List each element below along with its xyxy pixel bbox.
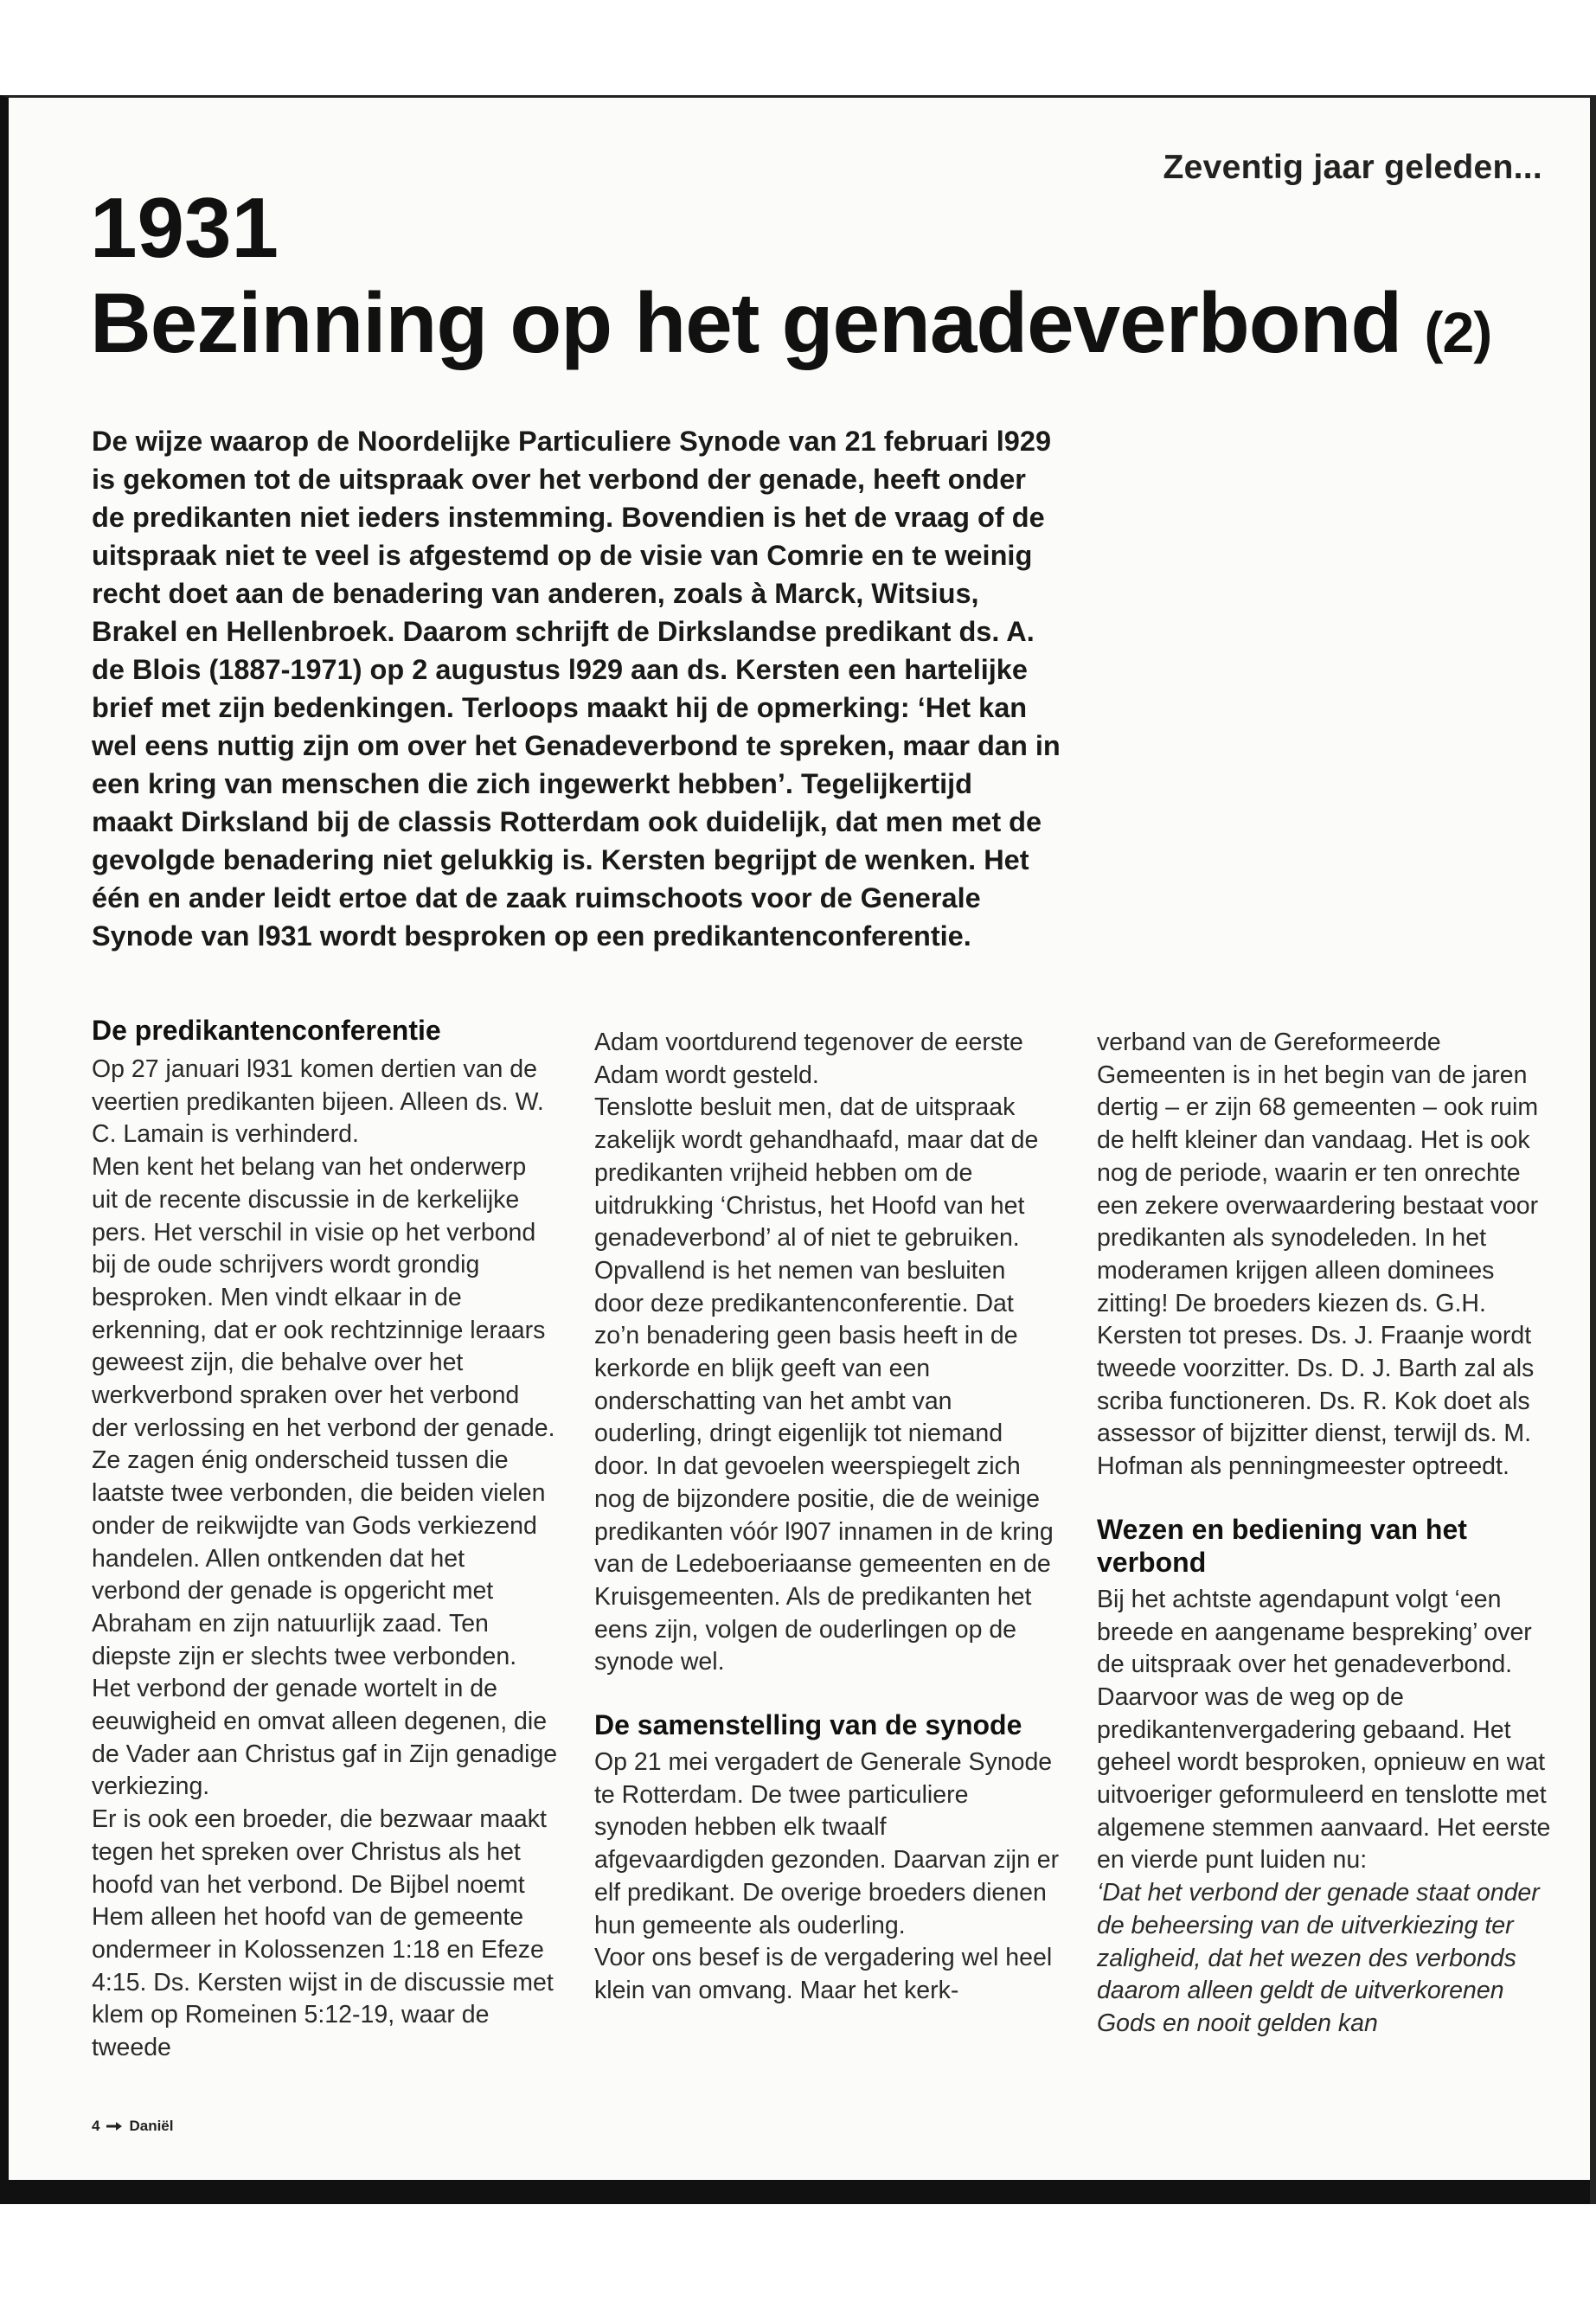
arrow-right-icon <box>105 2121 124 2131</box>
heading-wezen-en-bediening: Wezen en bediening van het verbond <box>1097 1513 1467 1578</box>
section-kicker: Zeventig jaar geleden... <box>1163 149 1542 186</box>
paragraph: verband van de Gereformeerde Gemeenten is in het begin van de jaren dertig – er zijn 68 gemeenten – ook ruim de helft kleiner dan vandaag. Het is ook nog de periode, waarin er ten onrechte een zekere overwaardering bestaat voor predikanten als synodeleden. In het moderamen krijgen alleen dominees zitting! De broeders kiezen ds. G.H. Kersten tot preses. Ds. J. Fraanje wordt tweede voorzitter. Ds. D. J. Barth zal als scriba functioneren. Ds. R. Kok doet als assessor of bijzitter dienst, terwijl ds. M. Hofman als penningmeester optreedt. <box>1097 1029 1539 1481</box>
page-edge <box>1590 95 1596 2204</box>
paragraph: Er is ook een broeder, die bezwaar maakt tegen het spreken over Christus als het hoofd van het verbond. De Bijbel noemt Hem alleen het hoofd van de gemeente ondermeer in Kolossenzen 1:18 en Efeze 4:15. Ds. Kersten wijst in de discussie met klem op Romeinen 5:12-19, waar de tweede <box>92 1805 554 2062</box>
paragraph: Men kent het belang van het onderwerp uit de recente discussie in de kerkelijke pers. Het verschil in visie op het verbond bij de oude schrijvers wordt grondig besproken. Men vindt elkaar in de erkenning, dat er ook rechtzinnige leraars geweest zijn, die behalve over het werkverbond spraken over het verbond der verlossing en het verbond der genade. Ze zagen énig onderscheid tussen die laatste twee verbonden, die beiden vielen onder de reikwijdte van Gods verkiezend handelen. Allen ontkenden dat het verbond der genade is opgericht met Abraham en zijn natuurlijk zaad. Ten diepste zijn er slechts twee verbonden. Het verbond der genade wortelt in de eeuwigheid en omvat alleen degenen, die de Vader aan Christus gaf in Zijn genadige verkiezing. <box>92 1153 558 1801</box>
column-1 <box>92 1014 559 2065</box>
page-footer <box>92 2118 174 2135</box>
paragraph: Voor ons besef is de vergadering wel heel klein van omvang. Maar het kerk- <box>594 1944 1053 2004</box>
title-text: Bezinning op het genadeverbond <box>90 275 1402 370</box>
quote-paragraph: ‘Dat het verbond der genade staat onder de beheersing van de uitverkiezing ter zaligheid, dat het wezen des verbonds daarom alleen geldt de uitverkorenen Gods en nooit gelden kan <box>1097 1879 1540 2037</box>
heading-samenstelling-synode: De samenstelling van de synode <box>594 1709 1022 1741</box>
paragraph: Op 27 januari l931 komen dertien van de veertien predikanten bijeen. Alleen ds. W. C. Lamain is verhinderd. <box>92 1055 544 1149</box>
paragraph: Opvallend is het nemen van besluiten door deze predikantenconferentie. Dat zo’n benadering geen basis heeft in de kerkorde en blijk geeft van een onderschatting van het ambt van ouderling, dringt eigenlijk tot niemand door. In dat gevoelen weerspiegelt zich nog de bijzondere positie, die de weinige predikanten vóór l907 innamen in de kring van de Ledeboeriaanse gemeenten en de Kruisgemeenten. Als de predikanten het eens zijn, volgen de ouderlingen op de synode wel. <box>594 1256 1054 1676</box>
paragraph: Tenslotte besluit men, dat de uitspraak zakelijk wordt gehandhaafd, maar dat de predikanten vrijheid hebben om de uitdrukking ‘Christus, het Hoofd van het genadeverbond’ al of niet te gebruiken. <box>594 1093 1039 1253</box>
magazine-name: Daniël <box>129 2118 174 2134</box>
page-title <box>90 275 1492 370</box>
paragraph: Bij het achtste agendapunt volgt ‘een breede en aangename bespreking’ over de uitspraak over het genadeverbond. Daarvoor was de weg op de predikantenvergadering gebaand. Het geheel wordt besproken, opnieuw en wat uitvoeriger geformuleerd en tenslotte met algemene stemmen aanvaard. Het eerste en vierde punt luiden nu: <box>1097 1585 1551 1875</box>
paragraph: Op 21 mei vergadert de Generale Synode te Rotterdam. De twee particuliere synoden hebben elk twaalf afgevaardigden gezonden. Daarvan zijn er elf predikant. De overige broeders dienen hun gemeente als ouderling. <box>594 1748 1060 1939</box>
intro-paragraph: De wijze waarop de Noordelijke Particuliere Synode van 21 februari l929 is gekomen tot de uitspraak over het verbond der genade, heeft onder de predikanten niet ieders instemming. Bovendien is het de vraag of de uitspraak niet te veel is afgestemd op de visie van Comrie en te weinig recht doet aan de benadering van anderen, zoals à Marck, Witsius, Brakel en Hellenbroek. Daarom schrijft de Dirkslandse predikant ds. A. de Blois (1887-1971) op 2 augustus l929 aan ds. Kersten een hartelijke brief met zijn bedenkingen. Terloops maakt hij de opmerking: ‘Het kan wel eens nuttig zijn om over het Genadeverbond te spreken, maar dan in een kring van menschen die zich ingewerkt hebben’. Tegelijkertijd maakt Dirksland bij de classis Rotterdam ook duidelijk, dat men met de gevolgde benadering niet gelukkig is. Kersten begrijpt de wenken. Het één en ander leidt ertoe dat de zaak ruimschoots voor de Generale Synode van l931 wordt besproken op een predikantenconferentie. <box>92 426 1061 952</box>
heading-predikantenconferentie: De predikantenconferentie <box>92 1015 441 1046</box>
paragraph: Adam voortdurend tegenover de eerste Adam wordt gesteld. <box>594 1029 1023 1089</box>
title-part-number: (2) <box>1424 300 1492 364</box>
page-number: 4 <box>92 2118 100 2134</box>
column-2 <box>594 1027 1061 2008</box>
title-year: 1931 <box>90 180 279 275</box>
column-3 <box>1097 1027 1564 2041</box>
